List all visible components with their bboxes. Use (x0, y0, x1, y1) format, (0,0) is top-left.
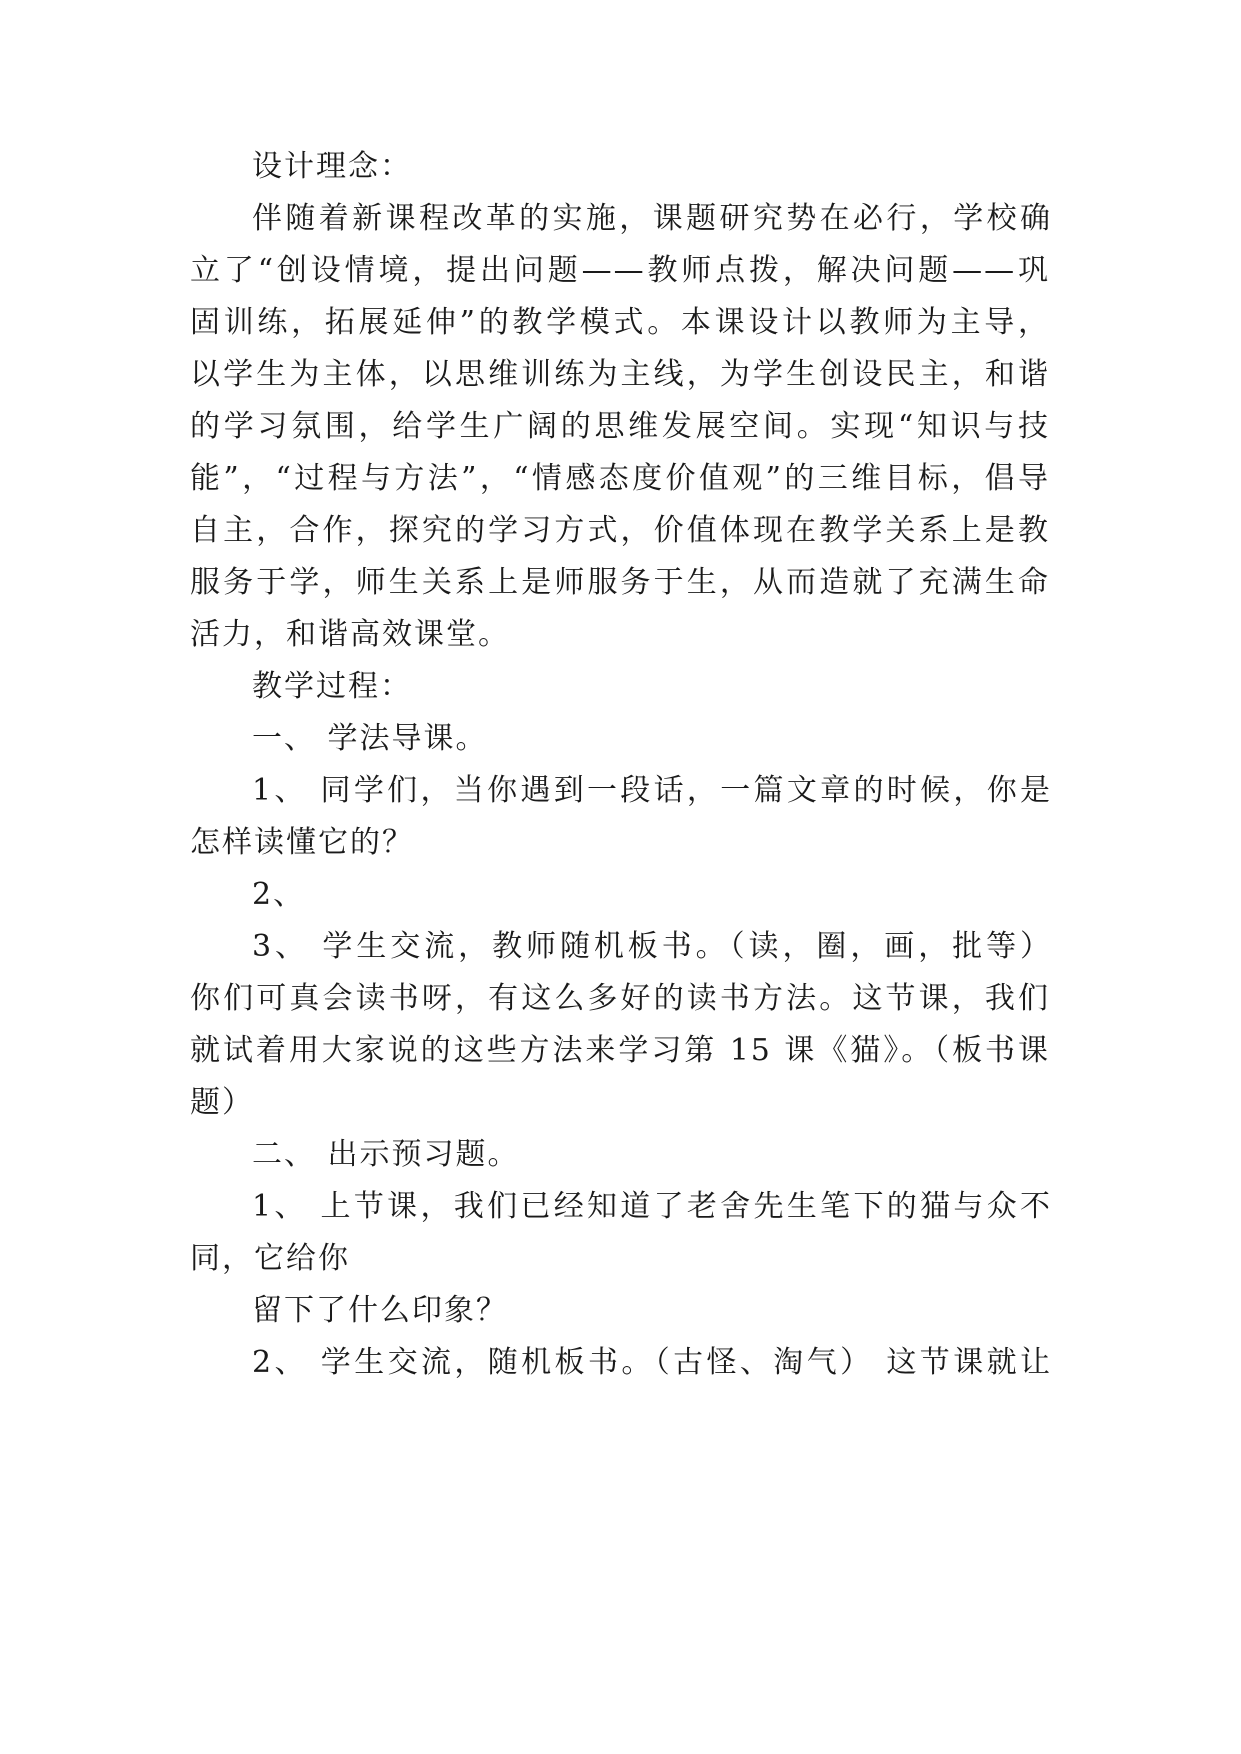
paragraph-line: 题） (190, 1085, 254, 1120)
paragraph-line: 的学习氛围，给学生广阔的思维发展空间。实现“知识与技 (190, 409, 1050, 444)
heading-design-concept: 设计理念： (252, 149, 412, 184)
section-heading: 二、 出示预习题。 (252, 1137, 520, 1172)
paragraph-line: 固训练，拓展延伸”的教学模式。本课设计以教师为主导， (190, 305, 1050, 340)
paragraph-line: 立了“创设情境，提出问题——教师点拨，解决问题——巩 (190, 253, 1050, 288)
paragraph-line: 你们可真会读书呀，有这么多好的读书方法。这节课，我们 (190, 981, 1050, 1016)
paragraph-line: 同，它给你 (190, 1241, 350, 1276)
list-item: 2、 学生交流，随机板书。（古怪、淘气） 这节课就让 (252, 1345, 1052, 1380)
list-item: 1、 同学们，当你遇到一段话，一篇文章的时候，你是 (252, 773, 1052, 808)
paragraph-line: 伴随着新课程改革的实施，课题研究势在必行，学校确 (252, 201, 1052, 236)
paragraph-line: 自主，合作，探究的学习方式，价值体现在教学关系上是教 (190, 513, 1050, 548)
paragraph-line: 怎样读懂它的？ (190, 825, 414, 860)
list-item: 1、 上节课，我们已经知道了老舍先生笔下的猫与众不 (252, 1189, 1052, 1224)
paragraph-line: 以学生为主体，以思维训练为主线，为学生创设民主，和谐 (190, 357, 1050, 392)
paragraph-line: 留下了什么印象？ (252, 1293, 508, 1328)
paragraph-line: 服务于学，师生关系上是师服务于生，从而造就了充满生命 (190, 565, 1050, 600)
paragraph-line: 能”，“过程与方法”，“情感态度价值观”的三维目标，倡导 (190, 461, 1050, 496)
heading-teaching-process: 教学过程： (252, 669, 412, 704)
paragraph-line: 活力，和谐高效课堂。 (190, 617, 510, 652)
paragraph-line: 就试着用大家说的这些方法来学习第 15 课《猫》。（板书课 (190, 1033, 1050, 1068)
section-heading: 一、 学法导课。 (252, 721, 488, 756)
list-item: 3、 学生交流，教师随机板书。（读，圈，画，批等） (252, 929, 1052, 964)
list-item: 2、 (252, 877, 306, 912)
